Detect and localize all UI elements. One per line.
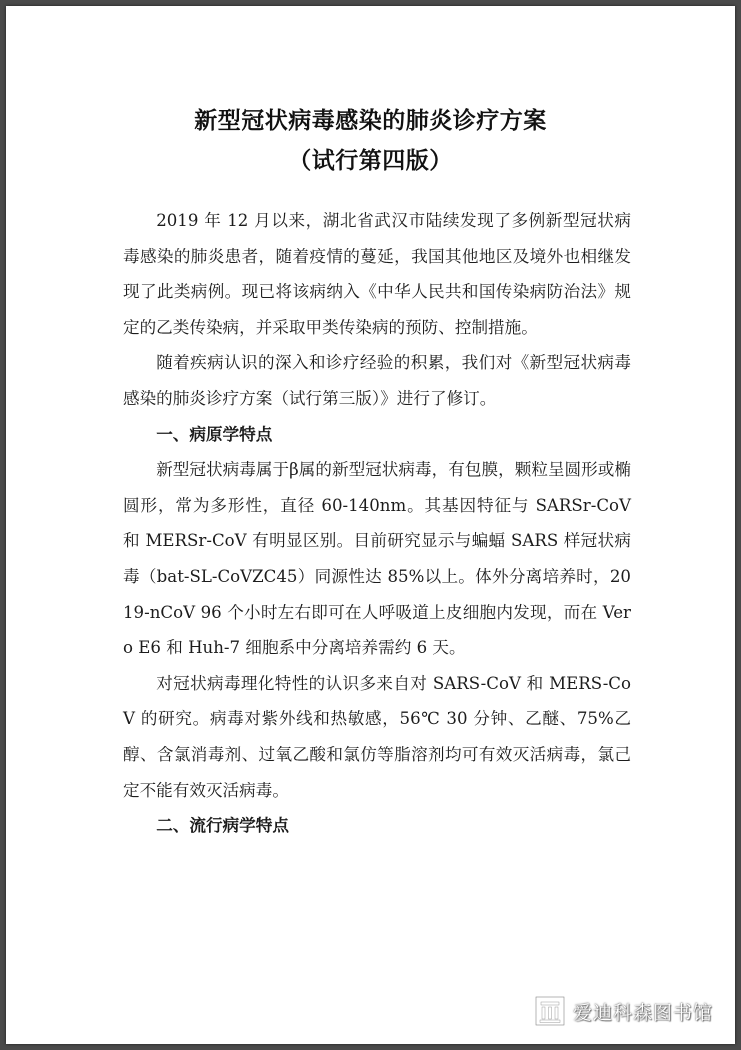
physicochemical-paragraph: 对冠状病毒理化特性的认识多来自对 SARS-CoV 和 MERS-CoV 的研究。病毒对紫外线和热敏感，56℃ 30 分钟、乙醚、75%乙醇、含氯消毒剂、过氧乙酸和氯仿等脂溶剂均可有效灭活病毒，氯己定不能有效灭活病毒。 [123,673,631,800]
document-body [123,203,631,844]
etiology-paragraph: 新型冠状病毒属于β属的新型冠状病毒，有包膜，颗粒呈圆形或椭圆形，常为多形性，直径 60-140nm。其基因特征与 SARSr-CoV 和 MERSr-CoV 有明显区别。目前研究显示与蝙蝠 SARS 样冠状病毒（bat-SL-CoVZC45）同源性达 85%以上。体外分离培养时，2019-nCoV 96 个小时左右即可在人呼吸道上皮细胞内发现，而在 Vero E6 和 Huh-7 细胞系中分离培养需约 6 天。 [123,460,631,658]
document-subtitle: （试行第四版） [288,148,453,174]
document-title: 新型冠状病毒感染的肺炎诊疗方案 [194,108,547,134]
watermark-text: 爱迪科森图书馆 [572,1001,713,1024]
revision-paragraph: 随着疾病认识的深入和诊疗经验的积累，我们对《新型冠状病毒感染的肺炎诊疗方案（试行第三版）》进行了修订。 [123,353,631,408]
document-page [6,6,735,1044]
intro-paragraph: 2019 年 12 月以来，湖北省武汉市陆续发现了多例新型冠状病毒感染的肺炎患者，随着疫情的蔓延，我国其他地区及境外也相继发现了此类病例。现已将该病纳入《中华人民共和国传染病防治法》规定的乙类传染病，并采取甲类传染病的预防、控制措施。 [123,211,631,337]
watermark [535,996,713,1026]
section-heading-etiology: 一、病原学特点 [156,424,273,444]
section-heading-epidemiology: 二、流行病学特点 [156,816,289,836]
library-logo-icon [535,996,565,1026]
